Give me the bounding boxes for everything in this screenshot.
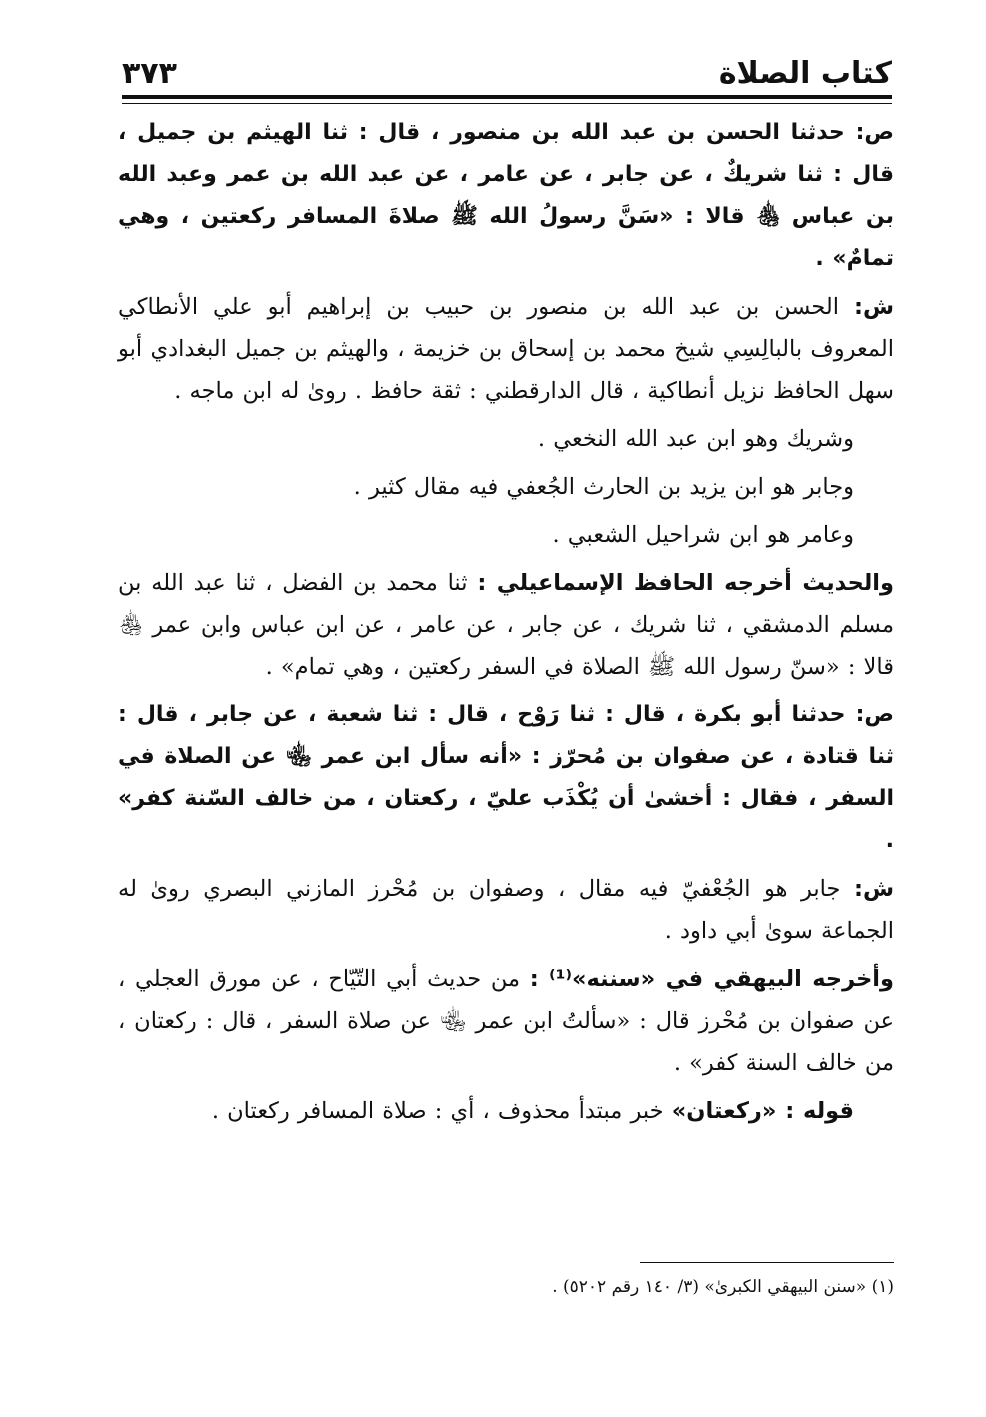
paragraph-lead: قوله : «ركعتان» — [671, 1098, 854, 1124]
paragraph-lead: وأخرجه البيهقي في «سننه»⁽¹⁾ : — [529, 966, 894, 992]
paragraph-lead: ص: — [855, 120, 894, 145]
commentary-1 — [118, 286, 894, 412]
page-number: ٣٧٣ — [122, 56, 177, 91]
paragraph-lead: ص: — [855, 702, 894, 727]
paragraph-body: ثنا محمد بن الفضل ، ثنا عبد الله بن مسلم الدمشقي ، ثنا شريك ، عن جابر ، عن عامر ، عن ابن عباس وابن عمر ﵃ قالا : «سنّ رسول الله ﷺ الصلاة في السفر ركعتين ، وهي تمام» . — [118, 570, 894, 680]
narrator-note-amir — [118, 514, 894, 556]
page-header — [122, 56, 892, 96]
explanation — [118, 1090, 894, 1132]
paragraph-body: وعامر هو ابن شراحيل الشعبي . — [552, 522, 854, 548]
paragraph-lead: ش: — [853, 294, 895, 320]
paragraph-body: وجابر هو ابن يزيد بن الحارث الجُعفي فيه مقال كثير . — [353, 474, 854, 500]
takhrij-2 — [118, 958, 894, 1084]
paragraph-body: حدثنا الحسن بن عبد الله بن منصور ، قال : ثنا الهيثم بن جميل ، قال : ثنا شريكٌ ، عن جابر ، عن عامر ، عن عبد الله بن عمر وعبد الله بن عباس ﵃ قالا : «سَنَّ رسولُ الله ﷺ صلاةَ المسافر ركعتين ، وهي تمامٌ» . — [118, 120, 894, 271]
paragraph-body: جابر هو الجُعْفيّ فيه مقال ، وصفوان بن مُحْرز المازني البصري روىٰ له الجماعة سوىٰ أبي داود . — [118, 876, 894, 944]
footnote-separator — [640, 1262, 894, 1263]
footnote: (١) «سنن البيهقي الكبرىٰ» (٣/ ١٤٠ رقم ٥٢٠٢) . — [552, 1277, 894, 1297]
paragraph-body: من حديث أبي التّيّاح ، عن مورق العجلي ، عن صفوان بن مُحْرز قال : «سألتُ ابن عمر ﵄ عن صلاة السفر ، قال : ركعتان ، من خالف السنة كفر» . — [118, 966, 894, 1076]
narrator-note-jabir — [118, 466, 894, 508]
paragraph-body: الحسن بن عبد الله بن منصور بن حبيب بن إبراهيم أبو علي الأنطاكي المعروف بالبالِسِي شيخ محمد بن إسحاق بن خزيمة ، والهيثم بن جميل البغدادي أبو سهل الحافظ نزيل أنطاكية ، قال الدارقطني : ثقة حافظ . روىٰ له ابن ماجه . — [118, 294, 894, 404]
takhrij-1 — [118, 562, 894, 688]
main-text — [118, 112, 894, 1138]
chapter-title: كتاب الصلاة — [718, 56, 892, 91]
paragraph-body: وشريك وهو ابن عبد الله النخعي . — [537, 426, 854, 452]
paragraph-body: خبر مبتدأ محذوف ، أي : صلاة المسافر ركعتان . — [211, 1098, 664, 1124]
commentary-2 — [118, 868, 894, 952]
paragraph-lead: ش: — [853, 876, 894, 902]
header-rule-thick — [122, 95, 892, 99]
paragraph-lead: والحديث أخرجه الحافظ الإسماعيلي : — [477, 570, 894, 596]
paragraph-body: حدثنا أبو بكرة ، قال : ثنا رَوْح ، قال : ثنا شعبة ، عن جابر ، قال : ثنا قتادة ، عن صفوان بن مُحرّز : «أنه سأل ابن عمر ﵄ عن الصلاة في السفر ، فقال : أخشىٰ أن يُكْذَب عليّ ، ركعتان ، من خالف السّنة كفر» . — [118, 702, 894, 853]
narrator-note-sharik — [118, 418, 894, 460]
hadith-text-1 — [118, 112, 894, 280]
header-rule-thin — [122, 103, 892, 104]
hadith-text-2 — [118, 694, 894, 862]
